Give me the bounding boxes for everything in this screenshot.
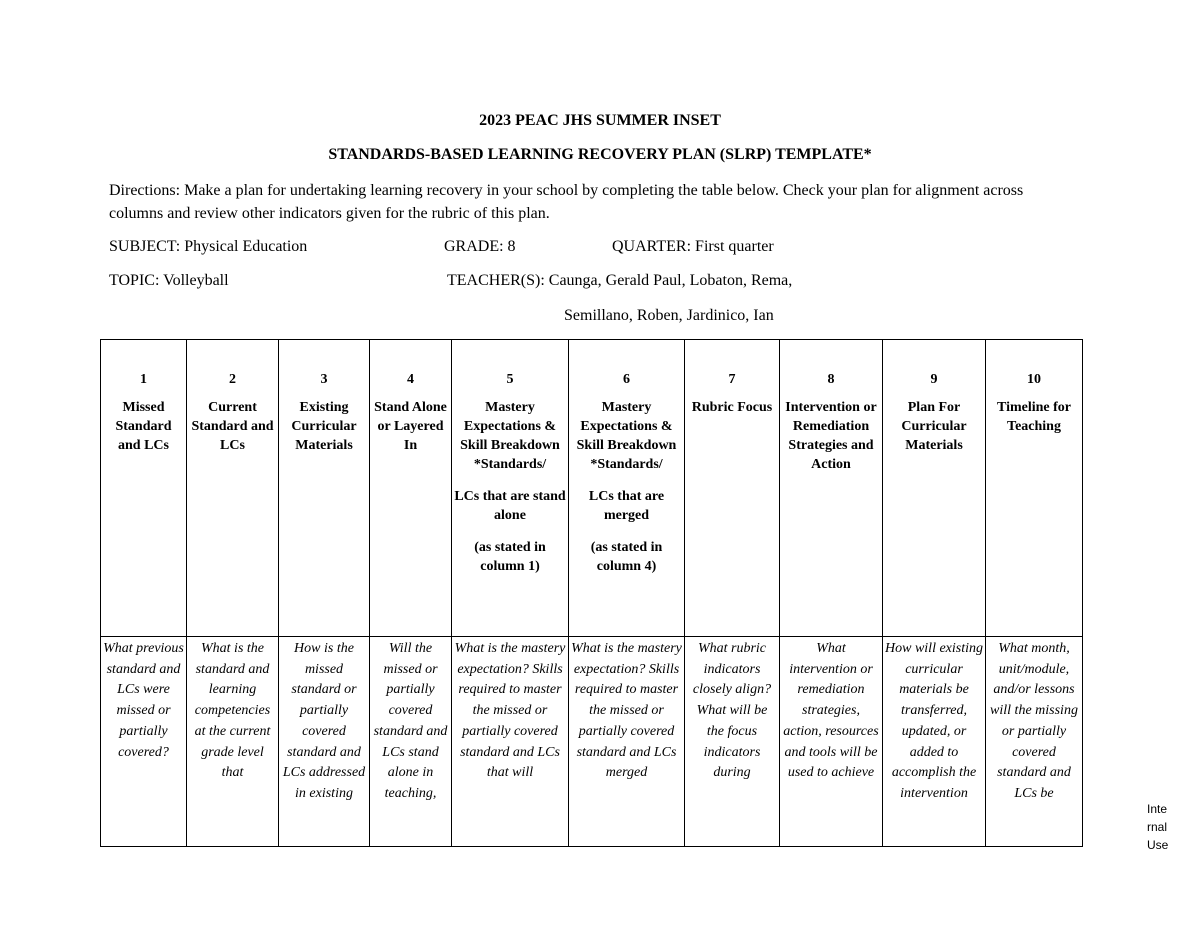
column-prompt: What is the mastery expectation? Skills required to master the missed or partially covered standard and LCs that will <box>452 637 569 847</box>
internal-use-label: Internal Use <box>1147 802 1169 852</box>
column-prompt: What is the standard and learning competencies at the current grade level that <box>187 637 279 847</box>
column-prompt: What month, unit/module, and/or lessons will the missing or partially covered standard and LCs be <box>986 637 1083 847</box>
grade-label: GRADE: 8 <box>444 238 516 255</box>
column-prompt: Will the missed or partially covered standard and LCs stand alone in teaching, <box>370 637 452 847</box>
column-header: 1 Missed Standard and LCs <box>101 340 187 637</box>
column-header: 10 Timeline for Teaching <box>986 340 1083 637</box>
subject-label: SUBJECT: Physical Education <box>109 238 308 255</box>
document-subtitle: STANDARDS-BASED LEARNING RECOVERY PLAN (SLRP) TEMPLATE* <box>328 146 872 163</box>
column-header: 7 Rubric Focus <box>685 340 780 637</box>
column-prompt: How will existing curricular materials be transferred, updated, or added to accomplish the intervention <box>883 637 986 847</box>
column-header: 5 Mastery Expectations & Skill Breakdown *Standards/ LCs that are stand alone (as stated in column 1) <box>452 340 569 637</box>
topic-label: TOPIC: Volleyball <box>109 272 229 289</box>
column-prompt: What intervention or remediation strategies, action, resources and tools will be used to achieve <box>780 637 883 847</box>
quarter-label: QUARTER: First quarter <box>612 238 774 255</box>
column-prompt: What is the mastery expectation? Skills required to master the missed or partially covered standard and LCs merged <box>569 637 685 847</box>
column-prompt: What rubric indicators closely align? What will be the focus indicators during <box>685 637 780 847</box>
column-prompt: What previous standard and LCs were missed or partially covered? <box>101 637 187 847</box>
column-header: 2 Current Standard and LCs <box>187 340 279 637</box>
teachers-line-2: Semillano, Roben, Jardinico, Ian <box>564 307 774 324</box>
column-header: 3 Existing Curricular Materials <box>279 340 370 637</box>
header-row <box>101 340 1083 637</box>
teachers-line-1: TEACHER(S): Caunga, Gerald Paul, Lobaton, Rema, <box>447 272 793 289</box>
slrp-table <box>100 339 1083 847</box>
column-prompt: How is the missed standard or partially covered standard and LCs addressed in existing <box>279 637 370 847</box>
column-header: 8 Intervention or Remediation Strategies and Action <box>780 340 883 637</box>
column-header: 4 Stand Alone or Layered In <box>370 340 452 637</box>
document-title: 2023 PEAC JHS SUMMER INSET <box>479 112 721 129</box>
column-header: 6 Mastery Expectations & Skill Breakdown *Standards/ LCs that are merged (as stated in column 4) <box>569 340 685 637</box>
column-header: 9 Plan For Curricular Materials <box>883 340 986 637</box>
directions-text: Directions: Make a plan for undertaking learning recovery in your school by completing the table below. Check your plan for alignment across columns and review other indicators given for the rubric of this plan. <box>109 182 1024 222</box>
prompt-row <box>101 637 1083 847</box>
